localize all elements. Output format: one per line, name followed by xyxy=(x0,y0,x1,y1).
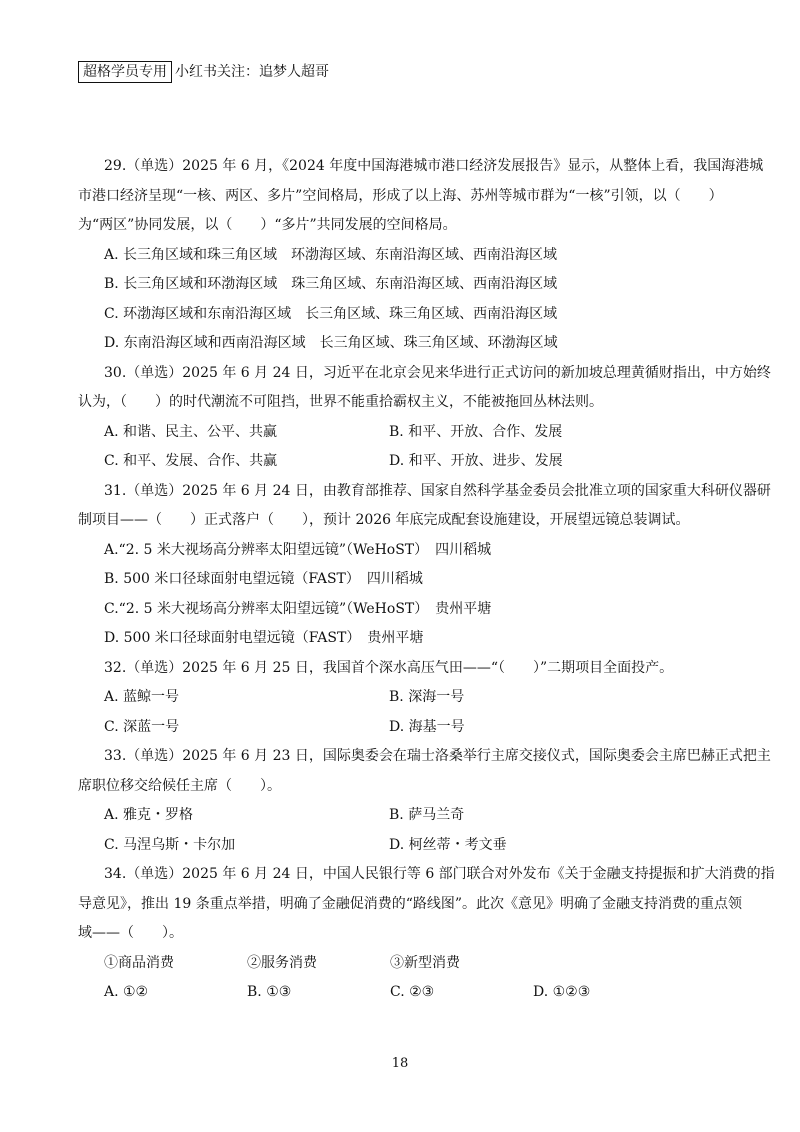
question-line: 域——（ ）。 xyxy=(78,925,183,941)
question-line: 制项目——（ ）正式落户（ ），预计 2026 年底完成配套设施建设，开展望远镜总装调试。 xyxy=(78,512,690,528)
item-3: ③新型消费 xyxy=(390,954,460,971)
question-line: 导意见》，推出 19 条重点举措，明确了金融促消费的“路线图”。此次《意见》明确了金融支持消费的重点领 xyxy=(78,895,743,912)
question-31-options xyxy=(78,536,724,654)
question-line: 市港口经济呈现“一核、两区、多片”空间格局，形成了以上海、苏州等城市群为“一核”引领，以（ ） xyxy=(78,187,723,204)
question-32-options xyxy=(78,683,724,742)
page-number: 18 xyxy=(391,1056,409,1071)
option-c: C. ②③ xyxy=(390,984,435,1000)
question-30 xyxy=(78,359,771,418)
question-list xyxy=(78,152,775,1008)
question-line: 为“两区”协同发展，以（ ）“多片”共同发展的空间格局。 xyxy=(78,217,457,233)
option-a: A. ①② xyxy=(104,984,149,1000)
question-34-items-and-options xyxy=(78,949,724,1008)
option-c: C. 马涅乌斯・卡尔加 xyxy=(104,836,236,853)
question-line: 席职位移交给候任主席（ ）。 xyxy=(78,777,281,794)
option-d: D. 东南沿海区域和西南沿海区域 长三角区域、珠三角区域、环渤海区域 xyxy=(104,335,558,351)
option-b: B. ①③ xyxy=(247,984,292,1000)
question-line: 29.（单选）2025 年 6 月，《2024 年度中国海港城市港口经济发展报告》显示，从整体上看，我国海港城 xyxy=(104,158,764,174)
option-d: D. 500 米口径球面射电望远镜（FAST） 贵州平塘 xyxy=(104,630,424,646)
question-31 xyxy=(78,477,771,536)
question-33-options xyxy=(78,801,724,860)
option-a: A. 长三角区域和珠三角区域 环渤海区域、东南沿海区域、西南沿海区域 xyxy=(104,246,558,263)
question-30-options xyxy=(78,418,724,477)
option-d: D. ①②③ xyxy=(533,984,591,1000)
option-c: C. 深蓝一号 xyxy=(104,718,180,735)
option-c: C. 和平、发展、合作、共赢 xyxy=(104,453,278,469)
student-only-tag: 超格学员专用 xyxy=(78,61,172,83)
question-32 xyxy=(78,654,724,684)
question-line: 认为，（ ）的时代潮流不可阻挡，世界不能重拾霸权主义，不能被拖回丛林法则。 xyxy=(78,394,603,410)
question-line: 32.（单选）2025 年 6 月 25 日，我国首个深水高压气田——“（ ）”二期项目全面投产。 xyxy=(104,659,674,676)
item-1: ①商品消费 xyxy=(104,954,174,971)
option-c: C. 环渤海区域和东南沿海区域 长三角区域、珠三角区域、西南沿海区域 xyxy=(104,305,558,322)
option-b: B. 和平、开放、合作、发展 xyxy=(389,423,563,440)
question-line: 33.（单选）2025 年 6 月 23 日，国际奥委会在瑞士洛桑举行主席交接仪式，国际奥委会主席巴赫正式把主 xyxy=(104,748,771,764)
question-line: 34.（单选）2025 年 6 月 24 日，中国人民银行等 6 部门联合对外发布《关于金融支持提振和扩大消费的指 xyxy=(104,866,775,882)
question-line: 30.（单选）2025 年 6 月 24 日，习近平在北京会见来华进行正式访问的新加坡总理黄循财指出，中方始终 xyxy=(104,364,771,381)
item-2: ②服务消费 xyxy=(247,954,317,971)
question-29-options xyxy=(78,241,724,359)
option-a: A.“2. 5 米大视场高分辨率太阳望远镜”（WeHoST） 四川稻城 xyxy=(104,541,492,558)
page-header xyxy=(78,60,329,84)
option-d: D. 和平、开放、进步、发展 xyxy=(389,453,563,469)
question-34 xyxy=(78,860,775,949)
option-b: B. 500 米口径球面射电望远镜（FAST） 四川稻城 xyxy=(104,571,423,587)
option-a: A. 和谐、民主、公平、共赢 xyxy=(104,423,278,440)
follow-note: 小红书关注：追梦人超哥 xyxy=(175,64,329,80)
question-33 xyxy=(78,742,771,801)
option-c: C.“2. 5 米大视场高分辨率太阳望远镜”（WeHoST） 贵州平塘 xyxy=(104,600,492,617)
option-b: B. 深海一号 xyxy=(389,689,465,705)
option-b: B. 萨马兰奇 xyxy=(389,807,465,823)
question-line: 31.（单选）2025 年 6 月 24 日，由教育部推荐、国家自然科学基金委员会批准立项的国家重大科研仪器研 xyxy=(104,482,771,499)
option-b: B. 长三角区域和环渤海区域 珠三角区域、东南沿海区域、西南沿海区域 xyxy=(104,276,558,292)
option-a: A. 雅克・罗格 xyxy=(104,807,194,823)
question-29 xyxy=(78,152,764,241)
option-d: D. 海基一号 xyxy=(389,718,465,735)
option-a: A. 蓝鲸一号 xyxy=(104,689,180,705)
option-d: D. 柯丝蒂・考文垂 xyxy=(389,836,507,853)
